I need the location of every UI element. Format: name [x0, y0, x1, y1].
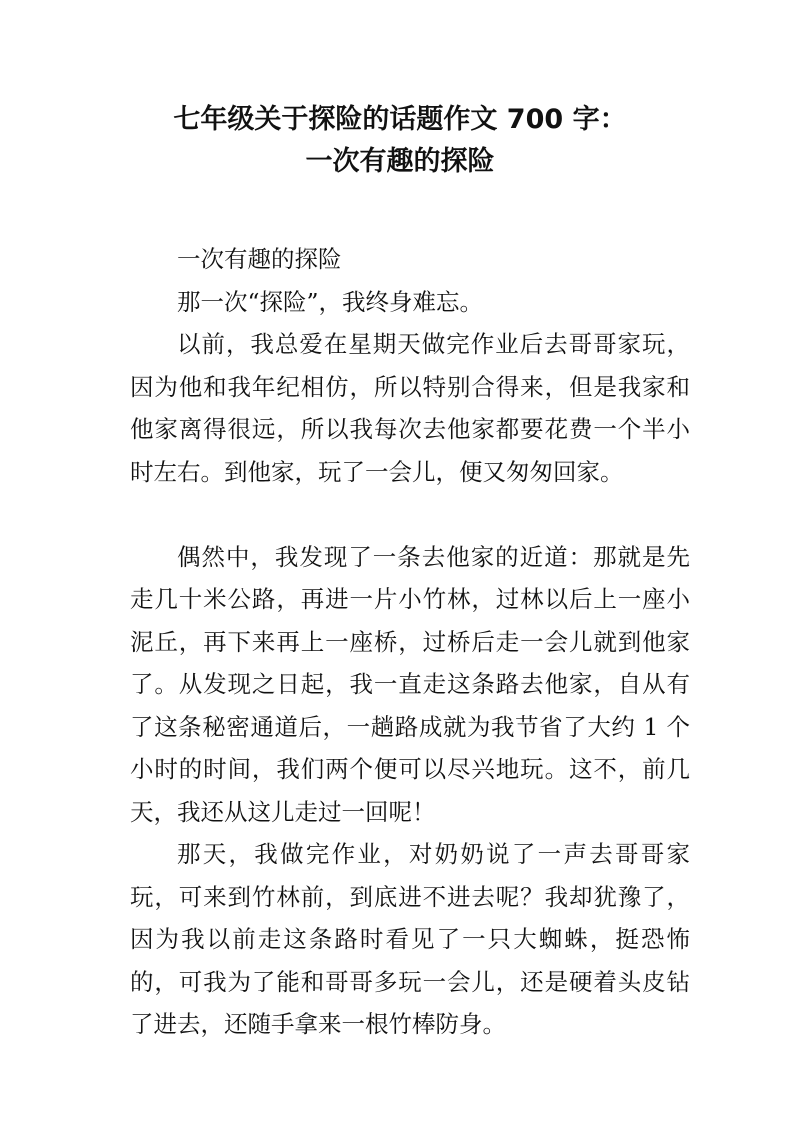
paragraph-4: 那天，我做完作业，对奶奶说了一声去哥哥家玩，可来到竹林前，到底进不进去呢？我却犹豫了，因为我以前走这条路时看见了一只大蜘蛛，挺恐怖的，可我为了能和哥哥多玩一会儿，还是硬着头皮钻了进去，还随手拿来一根竹棒防身。 — [130, 840, 690, 1038]
paragraph-subtitle: 一次有趣的探险 — [177, 245, 342, 273]
document-body — [130, 238, 690, 1046]
paragraph-2: 以前，我总爱在星期天做完作业后去哥哥家玩，因为他和我年纪相仿，所以特别合得来，但是我家和他家离得很远，所以我每次去他家都要花费一个半小时左右。到他家，玩了一会儿，便又匆匆回家。 — [130, 330, 690, 486]
document-title-line-2: 一次有趣的探险 — [305, 146, 495, 177]
paragraph-1: 那一次“探险”，我终身难忘。 — [177, 287, 484, 316]
document-title-line-1: 七年级关于探险的话题作文 700 字： — [173, 104, 627, 135]
paragraph-3: 偶然中，我发现了一条去他家的近道：那就是先走几十米公路，再进一片小竹林，过林以后上一座小泥丘，再下来再上一座桥，过桥后走一会儿就到他家了。从发现之日起，我一直走这条路去他家，自从有了这条秘密通道后，一趟路成就为我节省了大约 1 个小时的时间，我们两个便可以尽兴地玩。这不，前几天，我还从这儿走过一回呢！ — [130, 542, 690, 826]
